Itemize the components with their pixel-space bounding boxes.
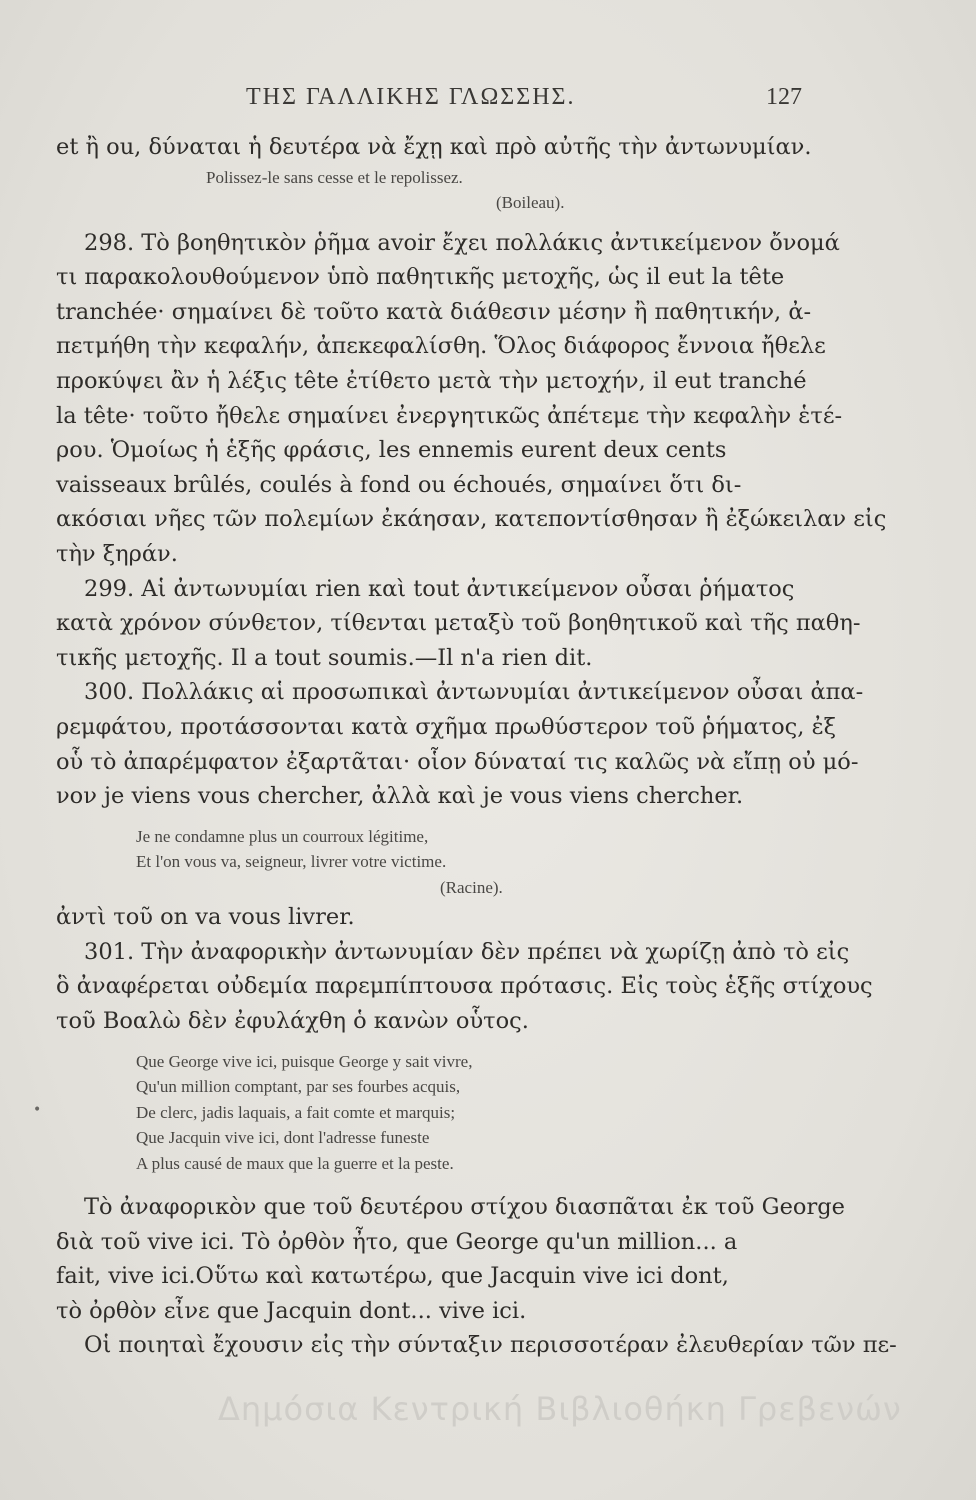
text-line: πετμήθη τὴν κεφαλήν, ἀπεκεφαλίσθη. Ὅλος διάφορος ἔννοια ἤθελε [56,333,826,360]
text-line: Οἱ ποιηταὶ ἔχουσιν εἰς τὴν σύνταξιν περισσοτέραν ἐλευθερίαν τῶν πε- [84,1332,897,1359]
quote-line: Je ne condamne plus un courroux légitime, [136,826,429,846]
quote-line: A plus causé de maux que la guerre et la peste. [136,1153,454,1173]
text-line: ρου. Ὁμοίως ἡ ἑξῆς φράσις, les ennemis eurent deux cents [56,437,727,464]
page-number: 127 [766,84,802,110]
text-line: διὰ τοῦ vive ici. Τὸ ὀρθὸν ἦτο, que George qu'un million... a [56,1228,738,1255]
text-line: Τὸ ἀναφορικὸν que τοῦ δευτέρου στίχου διασπᾶται ἐκ τοῦ George [84,1194,845,1221]
text-line: ρεμφάτου, προτάσσονται κατὰ σχῆμα πρωθύστερον τοῦ ῥήματος, ἐξ [56,713,837,740]
body-text [56,130,897,1363]
quote-line: Et l'on vous va, seigneur, livrer votre victime. [136,852,447,872]
text-line: κατὰ χρόνον σύνθετον, τίθενται μεταξὺ τοῦ βοηθητικοῦ καὶ τῆς παθη- [56,610,861,637]
text-line: et ἢ ou, δύναται ἡ δευτέρα νὰ ἔχῃ καὶ πρὸ αὐτῆς τὴν ἀντωνυμίαν. [56,134,812,160]
text-line: ακόσιαι νῆες τῶν πολεμίων ἐκάησαν, κατεποντίσθησαν ἢ ἐξώκειλαν εἰς [56,506,887,533]
quote-attribution: (Racine). [440,877,503,897]
quote-line: Que George vive ici, puisque George y sait vivre, [136,1051,473,1071]
text-line: 300. Πολλάκις αἱ προσωπικαὶ ἀντωνυμίαι ἀντικείμενον οὖσαι ἀπα- [84,679,864,706]
text-line: τὸ ὀρθὸν εἶνε que Jacquin dont... vive ici. [56,1297,527,1324]
text-line: νον je viens vous chercher, ἀλλὰ καὶ je vous viens chercher. [56,783,744,810]
quote-line: De clerc, jadis laquais, a fait comte et marquis; [136,1102,456,1122]
library-watermark: Δημόσια Κεντρική Βιβλιοθήκη Γρεβενών [218,1390,902,1428]
text-line: 299. Αἱ ἀντωνυμίαι rien καὶ tout ἀντικείμενον οὖσαι ῥήματος [84,575,795,602]
text-line: τι παρακολουθούμενον ὑπὸ παθητικῆς μετοχῆς, ὡς il eut la tête [56,264,785,291]
text-line: τικῆς μετοχῆς. Il a tout soumis.—Il n'a rien dit. [56,644,593,671]
quote-line: Qu'un million comptant, par ses fourbes acquis, [136,1077,461,1097]
text-line: 298. Τὸ βοηθητικὸν ῥῆμα avoir ἔχει πολλάκις ἀντικείμενον ὄνομά [84,229,840,256]
text-line: la tête· τοῦτο ἤθελε σημαίνει ἐνεργητικῶς ἀπέτεμε τὴν κεφαλὴν ἑτέ- [56,402,843,429]
running-title: ΤΗΣ ΓΑΛΛΙΚΗΣ ΓΛΩΣΣΗΣ. [246,84,576,110]
text-line: τοῦ Βοαλὼ δὲν ἐφυλάχθη ὁ κανὼν οὗτος. [56,1007,529,1034]
page-header [56,84,802,118]
text-line: fait, vive ici.Οὕτω καὶ κατωτέρω, que Jacquin vive ici dont, [56,1263,729,1290]
margin-dot: • [33,1102,42,1118]
text-line: οὗ τὸ ἀπαρέμφατον ἐξαρτᾶται· οἷον δύναταί τις καλῶς νὰ εἴπῃ οὐ μό- [56,748,859,775]
text-line: ὃ ἀναφέρεται οὐδεμία παρεμπίπτουσα πρότασις. Εἰς τοὺς ἑξῆς στίχους [56,973,873,1000]
text-line: vaisseaux brûlés, coulés à fond ou échoués, σημαίνει ὅτι δι- [56,471,742,498]
text-line: προκύψει ἂν ἡ λέξις tête ἐτίθετο μετὰ τὴν μετοχήν, il eut tranché [56,367,807,394]
text-line: tranchée· σημαίνει δὲ τοῦτο κατὰ διάθεσιν μέσην ἢ παθητικήν, ἀ- [56,298,812,325]
text-line: ἀντὶ τοῦ on va vous livrer. [56,904,355,931]
text-line: τὴν ξηράν. [56,540,178,567]
text-line: 301. Τὴν ἀναφορικὴν ἀντωνυμίαν δὲν πρέπει νὰ χωρίζῃ ἀπὸ τὸ εἰς [84,938,850,965]
quote-line: Polissez-le sans cesse et le repolissez. [206,167,463,187]
quote-attribution: (Boileau). [496,193,565,213]
quote-line: Que Jacquin vive ici, dont l'adresse funeste [136,1128,430,1148]
